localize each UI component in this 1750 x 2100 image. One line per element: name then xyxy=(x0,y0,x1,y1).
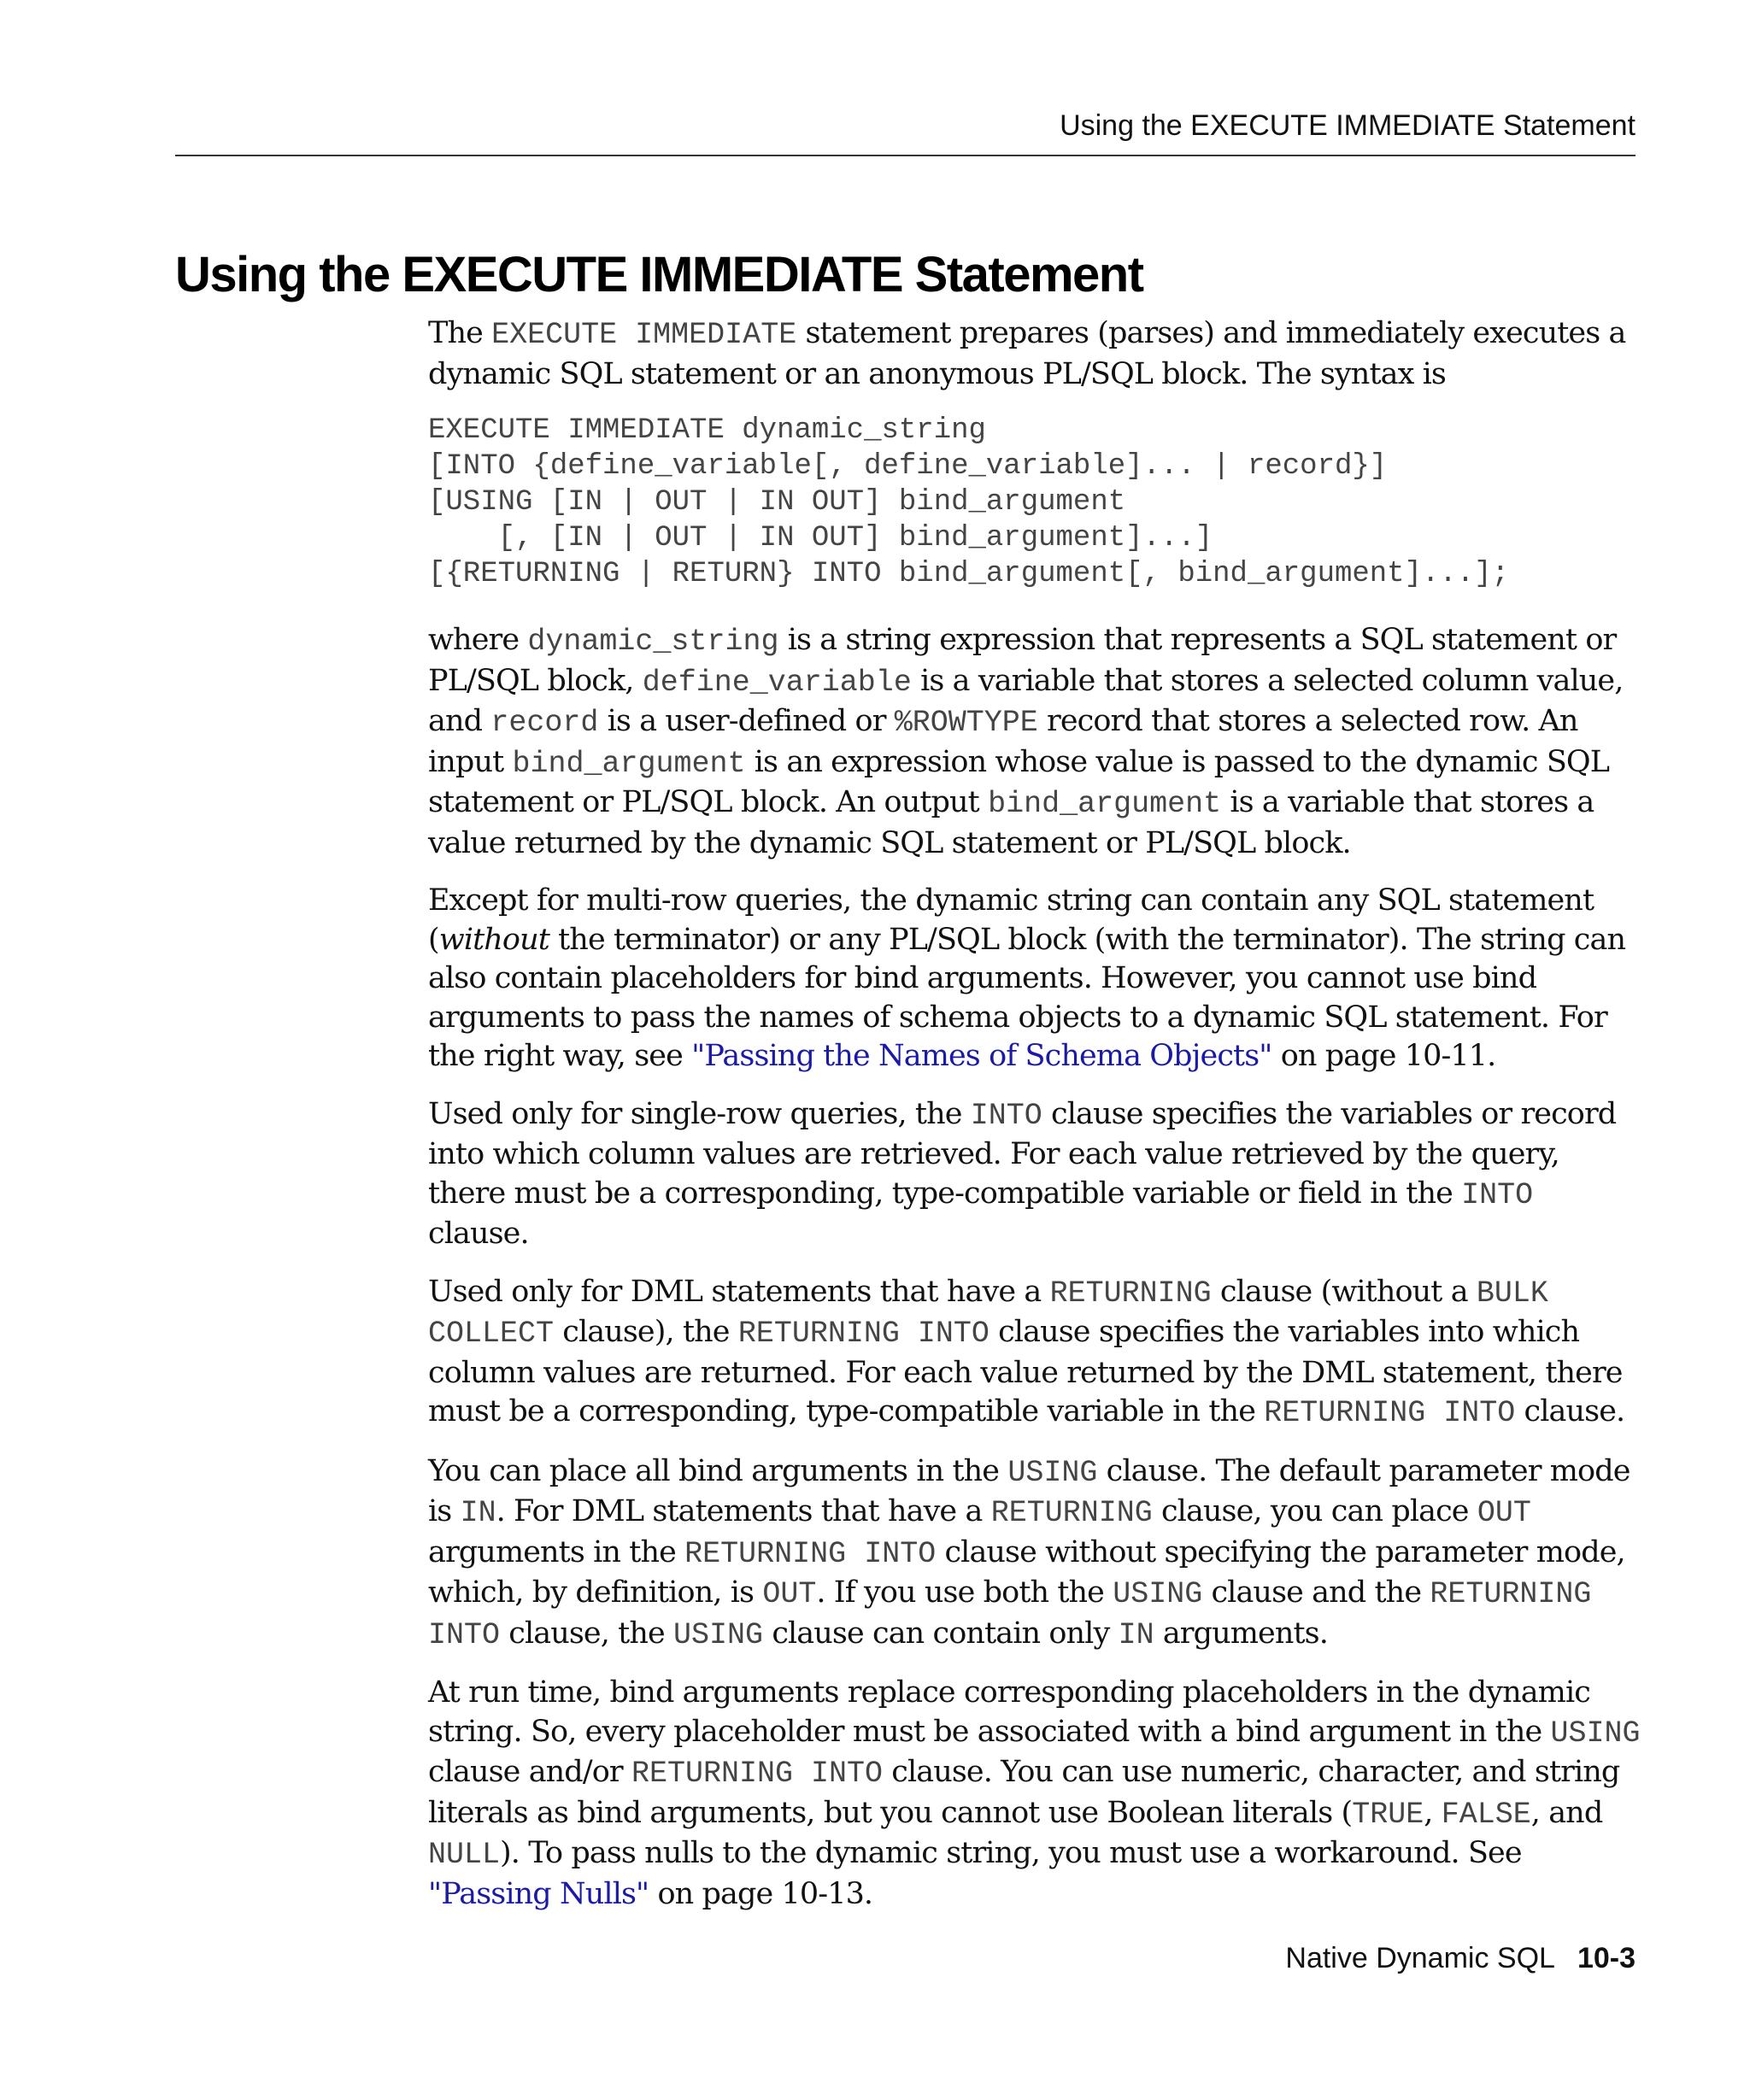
chapter-title: Native Dynamic SQL xyxy=(1285,1942,1555,1974)
runtime-paragraph: At run time, bind arguments replace corresponding placeholders in the dynamic string. So, every placeholder must be associated with a bind argument in the USING clause and/or RETURNING INTO clause. You can use numeric, character, and string literals as bind arguments, but you cannot use Boolean literals (TRUE, FALSE, and NULL). To pass nulls to the dynamic string, you must use a workaround. See "Passing Nulls" on page 10-13. xyxy=(428,1675,1641,1911)
body-text xyxy=(428,314,1641,1933)
section-title: Using the EXECUTE IMMEDIATE Statement xyxy=(175,247,1143,302)
inline-code: RETURNING xyxy=(990,1496,1153,1530)
inline-code: INTO xyxy=(1461,1177,1534,1212)
dml-paragraph: Used only for DML statements that have a RETURNING clause (without a BULK COLLECT clause), the RETURNING INTO clause specifies the variables into which column values are returned. For each value returned by the DML statement, there must be a corresponding, type-compatible variable in the RETURNING INTO clause. xyxy=(428,1274,1625,1430)
except-paragraph: Except for multi-row queries, the dynamic string can contain any SQL statement (without the terminator) or any PL/SQL block (with the terminator). The string can also contain placeholders for bind arguments. However, you cannot use bind arguments to pass the names of schema objects to a dynamic SQL statement. For the right way, see "Passing the Names of Schema Objects" on page 10-11. xyxy=(428,883,1626,1073)
inline-code: RETURNING xyxy=(1049,1276,1212,1311)
inline-code: RETURNING INTO xyxy=(428,1577,1592,1652)
inline-code: RETURNING INTO xyxy=(631,1757,884,1791)
passing-nulls-link[interactable]: "Passing Nulls" xyxy=(428,1876,649,1911)
schema-objects-link[interactable]: "Passing the Names of Schema Objects" xyxy=(691,1039,1272,1073)
inline-code: USING xyxy=(1113,1577,1203,1611)
inline-code: EXECUTE IMMEDIATE xyxy=(491,318,797,352)
code-line: [INTO {define_variable[, define_variable]... | record}] xyxy=(428,450,1388,483)
inline-code: define_variable xyxy=(642,665,912,700)
running-header: Using the EXECUTE IMMEDIATE Statement xyxy=(1060,109,1635,142)
header-rule xyxy=(175,155,1635,156)
inline-code: record xyxy=(490,706,599,740)
inline-code: %ROWTYPE xyxy=(894,706,1038,740)
code-line: EXECUTE IMMEDIATE dynamic_string xyxy=(428,414,986,447)
inline-code: bind_argument xyxy=(512,746,746,781)
inline-code: dynamic_string xyxy=(527,625,779,659)
inline-code: USING xyxy=(1007,1455,1098,1490)
page-number: 10-3 xyxy=(1577,1942,1635,1974)
inline-code: OUT xyxy=(762,1577,817,1611)
inline-code: bind_argument xyxy=(988,787,1222,821)
running-footer xyxy=(1285,1942,1635,1975)
inline-code: USING xyxy=(1550,1716,1641,1751)
inline-code: RETURNING INTO xyxy=(1264,1396,1516,1430)
inline-code: TRUE xyxy=(1352,1797,1424,1832)
syntax-code-block xyxy=(428,413,1641,592)
inline-code: INTO xyxy=(970,1098,1042,1133)
inline-code: IN xyxy=(1118,1617,1154,1652)
inline-code: NULL xyxy=(428,1838,501,1872)
inline-code: RETURNING INTO xyxy=(684,1536,937,1571)
inline-code: USING xyxy=(673,1617,764,1652)
inline-code: BULK COLLECT xyxy=(428,1276,1548,1351)
inline-code: OUT xyxy=(1477,1496,1531,1530)
code-line: [, [IN | OUT | IN OUT] bind_argument]...] xyxy=(428,522,1213,554)
into-paragraph: Used only for single-row queries, the INTO clause specifies the variables or record into which column values are retrieved. For each value retrieved by the query, there must be a corresponding, type-compatible variable or field in the INTO clause. xyxy=(428,1096,1617,1251)
intro-paragraph: The EXECUTE IMMEDIATE statement prepares (parses) and immediately executes a dynamic SQL statement or an anonymous PL/SQL block. The syntax is xyxy=(428,316,1626,391)
code-line: [{RETURNING | RETURN} INTO bind_argument[, bind_argument]...]; xyxy=(428,558,1510,590)
code-line: [USING [IN | OUT | IN OUT] bind_argument xyxy=(428,486,1126,519)
using-paragraph: You can place all bind arguments in the USING clause. The default parameter mode is IN. For DML statements that have a RETURNING clause, you can place OUT arguments in the RETURNING INTO clause without specifying the parameter mode, which, by definition, is OUT. If you use both the USING clause and the RETURNING INTO clause, the USING clause can contain only IN arguments. xyxy=(428,1453,1630,1652)
where-paragraph: where dynamic_string is a string expression that represents a SQL statement or PL/SQL block, define_variable is a variable that stores a selected column value, and record is a user-defined or %ROWTYPE record that stores a selected row. An input bind_argument is an expression whose value is passed to the dynamic SQL statement or PL/SQL block. An output bind_argument is a variable that stores a value returned by the dynamic SQL statement or PL/SQL block. xyxy=(428,623,1624,860)
inline-code: RETURNING INTO xyxy=(737,1317,990,1351)
inline-code: FALSE xyxy=(1441,1797,1531,1832)
inline-code: IN xyxy=(460,1496,496,1530)
